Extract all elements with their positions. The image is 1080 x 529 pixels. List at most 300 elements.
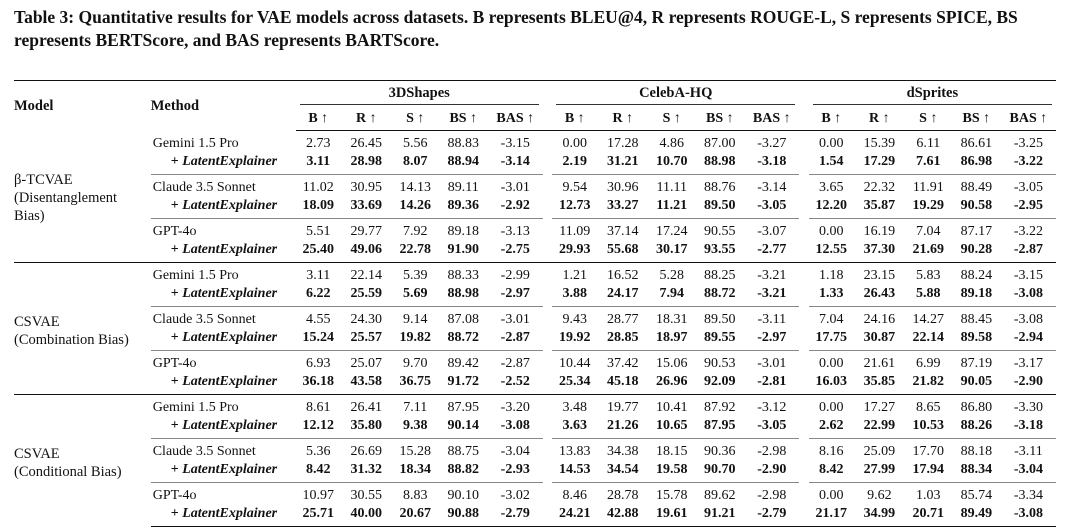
table-cell: -2.93 xyxy=(500,462,530,477)
table-cell: 88.18 xyxy=(952,439,1001,462)
table-cell: 17.27 xyxy=(854,395,905,418)
header-metric: BAS ↑ xyxy=(744,108,799,131)
table-cell: 90.14 xyxy=(447,418,480,433)
header-metric: BAS ↑ xyxy=(1001,108,1056,131)
table-cell: 31.32 xyxy=(350,462,383,477)
table-cell: 33.27 xyxy=(607,198,639,213)
table-cell: 88.34 xyxy=(960,462,993,477)
table-cell: 5.51 xyxy=(296,219,341,242)
method-name: GPT-4o xyxy=(151,483,296,506)
table-cell: 9.62 xyxy=(854,483,905,506)
table-cell: -3.02 xyxy=(488,483,543,506)
header-metric: S ↑ xyxy=(648,108,695,131)
table-cell: 2.62 xyxy=(819,418,844,433)
model-name: β-TCVAE (Disentanglement Bias) xyxy=(14,172,118,225)
table-cell: -3.11 xyxy=(1001,439,1056,462)
table-cell: -2.79 xyxy=(488,505,543,527)
table-cell: 89.36 xyxy=(447,198,480,213)
table-cell: 28.85 xyxy=(607,330,639,345)
table-cell: 27.99 xyxy=(863,462,896,477)
method-name: Claude 3.5 Sonnet xyxy=(151,307,296,330)
table-cell: -3.13 xyxy=(488,219,543,242)
table-cell: 5.69 xyxy=(402,286,428,301)
table-cell: 10.65 xyxy=(656,418,688,433)
table-cell: 6.22 xyxy=(305,286,331,301)
table-cell: 88.26 xyxy=(960,418,993,433)
table-cell: 29.77 xyxy=(341,219,392,242)
table-cell: 5.36 xyxy=(296,439,341,462)
table-cell: -3.08 xyxy=(1001,307,1056,330)
table-cell: 91.90 xyxy=(447,242,480,257)
table-cell: 88.72 xyxy=(447,330,480,345)
table-cell: 22.14 xyxy=(912,330,945,345)
table-cell: 19.92 xyxy=(559,330,591,345)
header-metric: BS ↑ xyxy=(695,108,744,131)
table-cell: -3.07 xyxy=(744,219,799,242)
table-cell: 40.00 xyxy=(341,505,392,527)
table-cell: 28.98 xyxy=(350,154,383,169)
method-name: + LatentExplainer xyxy=(170,198,278,213)
table-cell: 42.88 xyxy=(597,505,648,527)
table-cell: -3.30 xyxy=(1001,395,1056,418)
table-cell: 3.11 xyxy=(296,263,341,286)
table-cell: 9.54 xyxy=(552,175,597,198)
table-cell: 89.49 xyxy=(952,505,1001,527)
method-name: Gemini 1.5 Pro xyxy=(151,263,296,286)
table-cell: 17.94 xyxy=(912,462,945,477)
table-cell: 9.43 xyxy=(552,307,597,330)
table-cell: 5.28 xyxy=(648,263,695,286)
table-cell: 12.73 xyxy=(559,198,591,213)
table-cell: -2.98 xyxy=(744,483,799,506)
table-cell: -3.27 xyxy=(757,136,787,151)
table-cell: 22.32 xyxy=(854,175,905,198)
table-cell: 88.82 xyxy=(447,462,480,477)
table-cell: 26.41 xyxy=(341,395,392,418)
table-cell: 22.78 xyxy=(399,242,431,257)
table-cell: 89.11 xyxy=(439,175,488,198)
table-cell: 88.72 xyxy=(704,286,736,301)
table-cell: 30.55 xyxy=(341,483,392,506)
method-name: GPT-4o xyxy=(151,351,296,374)
table-cell: 11.91 xyxy=(905,175,952,198)
table-cell: -3.14 xyxy=(744,175,799,198)
table-cell: 21.26 xyxy=(607,418,639,433)
table-cell: 8.65 xyxy=(905,395,952,418)
table-cell: 8.16 xyxy=(809,439,854,462)
table-cell: 4.55 xyxy=(296,307,341,330)
header-metric: B ↑ xyxy=(809,108,854,131)
table-cell: 25.34 xyxy=(559,374,591,389)
table-cell: 89.62 xyxy=(695,483,744,506)
table-cell: 7.61 xyxy=(916,154,941,169)
table-cell: 17.70 xyxy=(905,439,952,462)
table-cell: 17.29 xyxy=(863,154,896,169)
table-row xyxy=(14,175,1056,198)
table-row xyxy=(14,263,1056,286)
method-name: Gemini 1.5 Pro xyxy=(152,135,239,151)
table-cell: 88.98 xyxy=(704,154,736,169)
table-caption: Table 3: Quantitative results for VAE models across datasets. B represents BLEU@4, R represents ROUGE-L, S represents SPICE, BS represents BERTScore, and BAS represents BARTScore. xyxy=(14,7,1018,50)
table-cell: -3.14 xyxy=(500,154,530,169)
table-cell: 11.21 xyxy=(656,198,688,213)
table-cell: 15.06 xyxy=(648,351,695,374)
table-cell: 24.30 xyxy=(341,307,392,330)
table-cell: -2.98 xyxy=(744,439,799,462)
table-cell: 16.52 xyxy=(597,263,648,286)
table-cell: -2.77 xyxy=(757,242,787,257)
table-cell: 37.42 xyxy=(597,351,648,374)
table-cell: -3.08 xyxy=(1001,505,1056,527)
table-cell: 15.28 xyxy=(392,439,439,462)
table-cell: 88.83 xyxy=(447,136,480,151)
table-cell: 26.43 xyxy=(863,286,896,301)
table-cell: 17.24 xyxy=(648,219,695,242)
header-method: Method xyxy=(151,81,296,131)
table-cell: -2.79 xyxy=(744,505,799,527)
table-cell: -3.04 xyxy=(1013,462,1043,477)
method-name: + LatentExplainer xyxy=(170,330,278,345)
table-cell: 90.05 xyxy=(960,374,993,389)
table-cell: 43.58 xyxy=(350,374,383,389)
table-cell: 5.88 xyxy=(916,286,941,301)
table-cell: 89.42 xyxy=(439,351,488,374)
table-cell: -2.87 xyxy=(1013,242,1043,257)
table-cell: 11.11 xyxy=(648,175,695,198)
table-cell: 10.53 xyxy=(912,418,945,433)
table-cell: 5.39 xyxy=(392,263,439,286)
method-name: + LatentExplainer xyxy=(170,462,278,477)
table-cell: -2.87 xyxy=(500,330,530,345)
table-cell: -3.22 xyxy=(1001,219,1056,242)
table-row xyxy=(14,285,1056,307)
table-cell: 30.95 xyxy=(341,175,392,198)
table-cell: 2.73 xyxy=(305,136,331,151)
table-cell: 31.21 xyxy=(607,154,639,169)
table-cell: 24.16 xyxy=(854,307,905,330)
table-cell: -3.21 xyxy=(757,286,787,301)
method-name: Gemini 1.5 Pro xyxy=(151,395,296,418)
table-cell: 7.04 xyxy=(905,219,952,242)
table-cell: 88.49 xyxy=(952,175,1001,198)
table-cell: 10.44 xyxy=(552,351,597,374)
table-cell: 89.18 xyxy=(439,219,488,242)
table-cell: 8.42 xyxy=(819,462,844,477)
table-cell: 92.09 xyxy=(704,374,736,389)
table-cell: 6.99 xyxy=(905,351,952,374)
method-name: + LatentExplainer xyxy=(170,154,278,169)
header-dataset: dSprites xyxy=(809,81,1056,109)
table-row xyxy=(14,439,1056,462)
table-cell: 88.98 xyxy=(447,286,480,301)
table-cell: 19.61 xyxy=(648,505,695,527)
table-cell: -3.05 xyxy=(1001,175,1056,198)
table-cell: 37.14 xyxy=(597,219,648,242)
table-cell: 49.06 xyxy=(350,242,383,257)
table-row xyxy=(14,219,1056,242)
table-cell: 37.30 xyxy=(863,242,896,257)
table-cell: 87.08 xyxy=(439,307,488,330)
table-cell: -3.25 xyxy=(1013,136,1043,151)
table-cell: 86.80 xyxy=(952,395,1001,418)
table-cell: 19.82 xyxy=(399,330,431,345)
table-cell: 88.94 xyxy=(447,154,480,169)
table-cell: 86.61 xyxy=(960,136,993,151)
table-cell: 7.04 xyxy=(809,307,854,330)
table-cell: 87.00 xyxy=(704,136,736,151)
table-cell: 3.11 xyxy=(306,154,331,169)
table-cell: 0.00 xyxy=(809,483,854,506)
table-cell: 90.70 xyxy=(704,462,736,477)
table-cell: 0.00 xyxy=(809,351,854,374)
table-cell: 0.00 xyxy=(562,136,588,151)
table-cell: 34.54 xyxy=(607,462,639,477)
model-name: CSVAE (Combination Bias) xyxy=(14,263,151,395)
table-cell: 87.95 xyxy=(439,395,488,418)
table-cell: 89.58 xyxy=(960,330,993,345)
table-cell: 0.00 xyxy=(809,395,854,418)
table-cell: 87.95 xyxy=(704,418,736,433)
header-metric: S ↑ xyxy=(905,108,952,131)
header-dataset: CelebA-HQ xyxy=(552,81,799,109)
table-cell: -3.15 xyxy=(500,136,530,151)
table-cell: 30.17 xyxy=(656,242,688,257)
table-cell: -3.04 xyxy=(488,439,543,462)
table-cell: -3.12 xyxy=(744,395,799,418)
table-cell: 17.28 xyxy=(607,136,639,151)
table-cell: 21.61 xyxy=(854,351,905,374)
table-cell: 3.65 xyxy=(809,175,854,198)
method-name: GPT-4o xyxy=(151,219,296,242)
table-cell: 5.83 xyxy=(905,263,952,286)
table-cell: 14.13 xyxy=(392,175,439,198)
table-cell: 26.69 xyxy=(341,439,392,462)
table-cell: 89.50 xyxy=(704,198,736,213)
table-row xyxy=(14,153,1056,175)
table-cell: 10.41 xyxy=(648,395,695,418)
table-cell: -2.87 xyxy=(488,351,543,374)
table-cell: -2.95 xyxy=(1013,198,1043,213)
table-cell: 21.69 xyxy=(912,242,945,257)
table-cell: 7.92 xyxy=(392,219,439,242)
table-row xyxy=(14,307,1056,330)
method-name: + LatentExplainer xyxy=(170,374,278,389)
table-row xyxy=(14,351,1056,374)
table-cell: 34.99 xyxy=(854,505,905,527)
header-metric: R ↑ xyxy=(597,108,648,131)
table-cell: 30.96 xyxy=(597,175,648,198)
table-cell: 9.38 xyxy=(402,418,428,433)
header-metric: BS ↑ xyxy=(952,108,1001,131)
method-name: Claude 3.5 Sonnet xyxy=(151,175,296,198)
table-cell: -2.97 xyxy=(757,330,787,345)
table-cell: 1.33 xyxy=(819,286,844,301)
table-cell: 11.02 xyxy=(296,175,341,198)
table-cell: 93.55 xyxy=(704,242,736,257)
table-cell: -3.01 xyxy=(488,175,543,198)
table-row xyxy=(14,395,1056,418)
table-cell: 90.88 xyxy=(439,505,488,527)
table-cell: 90.53 xyxy=(695,351,744,374)
table-row xyxy=(14,197,1056,219)
table-cell: 3.63 xyxy=(562,418,588,433)
table-cell: 55.68 xyxy=(607,242,639,257)
table-row xyxy=(14,329,1056,351)
table-cell: -3.22 xyxy=(1013,154,1043,169)
table-cell: -3.01 xyxy=(488,307,543,330)
table-cell: 88.76 xyxy=(695,175,744,198)
table-cell: 91.21 xyxy=(695,505,744,527)
table-cell: 34.38 xyxy=(597,439,648,462)
table-cell: -2.90 xyxy=(757,462,787,477)
table-cell: -3.01 xyxy=(744,351,799,374)
table-cell: 35.87 xyxy=(863,198,896,213)
table-cell: 5.56 xyxy=(402,136,428,151)
table-cell: 11.09 xyxy=(552,219,597,242)
table-cell: 1.54 xyxy=(819,154,844,169)
table-cell: 9.70 xyxy=(392,351,439,374)
table-cell: 26.96 xyxy=(656,374,688,389)
table-cell: 90.58 xyxy=(960,198,993,213)
table-cell: 25.59 xyxy=(350,286,383,301)
table-cell: -3.20 xyxy=(488,395,543,418)
table-cell: 33.69 xyxy=(350,198,383,213)
table-cell: 8.83 xyxy=(392,483,439,506)
table-cell: 16.19 xyxy=(854,219,905,242)
table-cell: 36.75 xyxy=(399,374,431,389)
table-cell: 0.00 xyxy=(809,219,854,242)
header-metric: BAS ↑ xyxy=(488,108,543,131)
table-cell: -3.08 xyxy=(500,418,530,433)
table-cell: 25.71 xyxy=(296,505,341,527)
table-cell: 3.48 xyxy=(552,395,597,418)
table-cell: 8.42 xyxy=(305,462,331,477)
table-cell: 24.17 xyxy=(607,286,639,301)
table-cell: 22.99 xyxy=(863,418,896,433)
method-name: + LatentExplainer xyxy=(151,505,296,527)
table-cell: 18.97 xyxy=(656,330,688,345)
method-name: + LatentExplainer xyxy=(170,418,278,433)
table-cell: 26.45 xyxy=(350,136,383,151)
table-cell: 91.72 xyxy=(447,374,480,389)
table-cell: 87.17 xyxy=(952,219,1001,242)
table-cell: -3.18 xyxy=(1013,418,1043,433)
header-metric: R ↑ xyxy=(341,108,392,131)
table-cell: 19.58 xyxy=(656,462,688,477)
table-cell: 89.55 xyxy=(704,330,736,345)
table-cell: 30.87 xyxy=(863,330,896,345)
results-table xyxy=(14,80,1056,527)
table-cell: -2.92 xyxy=(500,198,530,213)
table-row xyxy=(14,461,1056,483)
table-cell: 90.55 xyxy=(695,219,744,242)
table-cell: -3.17 xyxy=(1001,351,1056,374)
table-row xyxy=(14,483,1056,506)
header-dataset: 3DShapes xyxy=(296,81,543,109)
table-cell: 25.07 xyxy=(341,351,392,374)
table-cell: 21.82 xyxy=(912,374,945,389)
table-cell: -3.34 xyxy=(1001,483,1056,506)
table-cell: -3.05 xyxy=(757,198,787,213)
table-cell: 20.71 xyxy=(905,505,952,527)
table-cell: 6.93 xyxy=(296,351,341,374)
table-cell: 8.46 xyxy=(552,483,597,506)
table-cell: 21.17 xyxy=(809,505,854,527)
table-cell: 29.93 xyxy=(559,242,591,257)
table-cell: 20.67 xyxy=(392,505,439,527)
table-cell: -2.94 xyxy=(1013,330,1043,345)
table-cell: 28.77 xyxy=(597,307,648,330)
table-cell: 1.03 xyxy=(905,483,952,506)
table-cell: 9.14 xyxy=(392,307,439,330)
table-cell: -3.18 xyxy=(757,154,787,169)
table-cell: 3.88 xyxy=(562,286,588,301)
table-cell: 88.33 xyxy=(439,263,488,286)
table-cell: -2.90 xyxy=(1013,374,1043,389)
table-cell: 88.24 xyxy=(952,263,1001,286)
table-cell: 1.18 xyxy=(809,263,854,286)
table-cell: -3.05 xyxy=(757,418,787,433)
table-cell: 10.70 xyxy=(656,154,688,169)
table-cell: 22.14 xyxy=(341,263,392,286)
table-cell: 18.09 xyxy=(302,198,334,213)
table-row xyxy=(14,241,1056,263)
header-metric: BS ↑ xyxy=(439,108,488,131)
table-cell: 88.75 xyxy=(439,439,488,462)
table-cell: 14.27 xyxy=(905,307,952,330)
method-name: + LatentExplainer xyxy=(170,242,278,257)
table-cell: 14.53 xyxy=(559,462,591,477)
table-cell: 88.25 xyxy=(695,263,744,286)
header-model: Model xyxy=(14,81,151,131)
table-cell: -2.97 xyxy=(500,286,530,301)
table-cell: 18.34 xyxy=(399,462,431,477)
table-cell: 23.15 xyxy=(854,263,905,286)
table-row xyxy=(14,505,1056,527)
method-name: + LatentExplainer xyxy=(170,286,278,301)
table-cell: 35.85 xyxy=(863,374,896,389)
table-cell: 86.98 xyxy=(960,154,993,169)
table-cell: 7.11 xyxy=(392,395,439,418)
table-cell: 8.61 xyxy=(296,395,341,418)
table-cell: -2.81 xyxy=(757,374,787,389)
table-cell: 36.18 xyxy=(302,374,334,389)
table-cell: 15.39 xyxy=(863,136,896,151)
table-cell: 19.29 xyxy=(912,198,945,213)
table-cell: 45.18 xyxy=(607,374,639,389)
table-cell: 7.94 xyxy=(659,286,685,301)
table-cell: 88.45 xyxy=(952,307,1001,330)
table-cell: 15.78 xyxy=(648,483,695,506)
method-name: Claude 3.5 Sonnet xyxy=(151,439,296,462)
table-cell: 35.80 xyxy=(350,418,383,433)
table-cell: 2.19 xyxy=(562,154,588,169)
table-cell: 25.40 xyxy=(302,242,334,257)
model-name: CSVAE (Conditional Bias) xyxy=(14,395,151,527)
table-cell: 1.21 xyxy=(552,263,597,286)
table-cell: -2.99 xyxy=(488,263,543,286)
table-cell: 18.31 xyxy=(648,307,695,330)
table-cell: 17.75 xyxy=(815,330,848,345)
header-metric: B ↑ xyxy=(296,108,341,131)
table-cell: -3.11 xyxy=(744,307,799,330)
table-cell: 90.10 xyxy=(439,483,488,506)
table-cell: 15.24 xyxy=(302,330,334,345)
table-cell: 90.36 xyxy=(695,439,744,462)
table-cell: 12.55 xyxy=(815,242,848,257)
table-cell: 8.07 xyxy=(402,154,428,169)
table-cell: -2.52 xyxy=(500,374,530,389)
